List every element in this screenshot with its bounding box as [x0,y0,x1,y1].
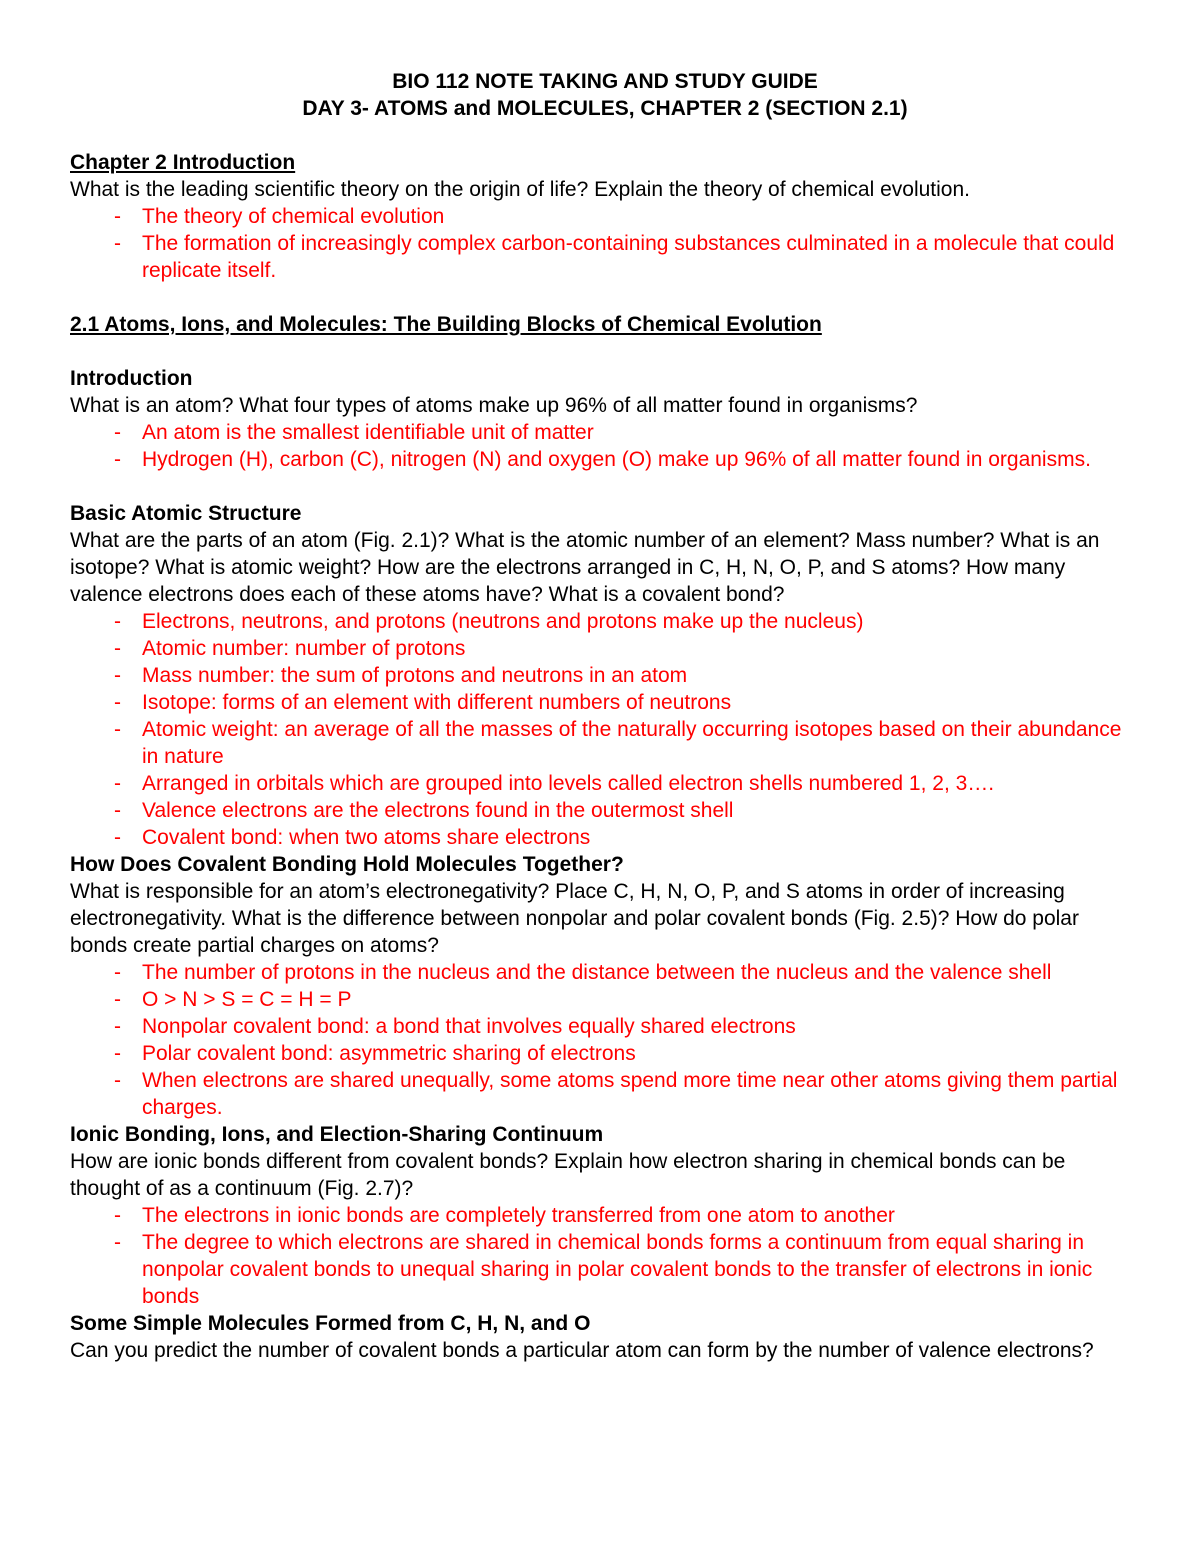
section-heading: 2.1 Atoms, Ions, and Molecules: The Building Blocks of Chemical Evolution [70,313,822,336]
ionic-heading: Ionic Bonding, Ions, and Election-Sharing Continuum [70,1123,604,1146]
answer-item: - The number of protons in the nucleus and the distance between the nucleus and the valence shell [114,961,1052,984]
introduction-heading: Introduction [70,367,193,390]
answer-item: - Atomic number: number of protons [114,637,466,660]
introduction-question: What is an atom? What four types of atoms make up 96% of all matter found in organisms? [70,394,918,417]
covalent-question: What is responsible for an atom’s electronegativity? Place C, H, N, O, P, and S atoms in order of increasing electronegativity. What is the difference between nonpolar and polar covalent bonds (Fig. 2.5)? How do polar bonds create partial charges on atoms? [70,880,1079,957]
answer-item: - The electrons in ionic bonds are completely transferred from one atom to another [114,1204,895,1227]
ionic-question: How are ionic bonds different from covalent bonds? Explain how electron sharing in chemical bonds can be thought of as a continuum (Fig. 2.7)? [70,1150,1066,1200]
document-page [70,68,1140,1364]
introduction-answers [70,419,1140,473]
answer-item: - Valence electrons are the electrons found in the outermost shell [114,799,734,822]
simple-molecules-question: Can you predict the number of covalent bonds a particular atom can form by the number of valence electrons? [70,1339,1094,1362]
answer-item: - Covalent bond: when two atoms share electrons [114,826,591,849]
answer-item: - When electrons are shared unequally, some atoms spend more time near other atoms giving them partial charges. [114,1069,1118,1119]
answer-item: - Atomic weight: an average of all the masses of the naturally occurring isotopes based on their abundance in nature [114,718,1122,768]
basic-structure-question: What are the parts of an atom (Fig. 2.1)? What is the atomic number of an element? Mass number? What is an isotope? What is atomic weight? How are the electrons arranged in C, H, N, O, P, and S atoms? How many valence electrons does each of these atoms have? What is a covalent bond? [70,529,1100,606]
answer-item: - An atom is the smallest identifiable unit of matter [114,421,594,444]
ionic-answers [70,1202,1140,1310]
answer-item: - Electrons, neutrons, and protons (neutrons and protons make up the nucleus) [114,610,864,633]
answer-item: - Polar covalent bond: asymmetric sharing of electrons [114,1042,636,1065]
simple-molecules-heading: Some Simple Molecules Formed from C, H, N, and O [70,1312,591,1335]
basic-structure-answers [70,608,1140,851]
answer-item: - Isotope: forms of an element with different numbers of neutrons [114,691,732,714]
chapter-intro-answers [70,203,1140,284]
answer-item: - Hydrogen (H), carbon (C), nitrogen (N) and oxygen (O) make up 96% of all matter found in organisms. [114,448,1091,471]
answer-item: - The theory of chemical evolution [114,205,445,228]
answer-item: - Nonpolar covalent bond: a bond that involves equally shared electrons [114,1015,796,1038]
covalent-heading: How Does Covalent Bonding Hold Molecules Together? [70,853,624,876]
answer-item: - The degree to which electrons are shared in chemical bonds forms a continuum from equal sharing in nonpolar covalent bonds to unequal sharing in polar covalent bonds to the transfer of electrons in ionic bonds [114,1231,1093,1308]
basic-structure-heading: Basic Atomic Structure [70,502,302,525]
answer-item: - Mass number: the sum of protons and neutrons in an atom [114,664,688,687]
doc-title-line-1: BIO 112 NOTE TAKING AND STUDY GUIDE [392,70,818,93]
answer-item: - O > N > S = C = H = P [114,988,352,1011]
answer-item: - Arranged in orbitals which are grouped into levels called electron shells numbered 1, 2, 3…. [114,772,995,795]
chapter-intro-heading: Chapter 2 Introduction [70,151,296,174]
covalent-answers [70,959,1140,1121]
chapter-intro-question: What is the leading scientific theory on the origin of life? Explain the theory of chemical evolution. [70,178,970,201]
doc-title-line-2: DAY 3- ATOMS and MOLECULES, CHAPTER 2 (SECTION 2.1) [302,97,908,120]
answer-item: - The formation of increasingly complex carbon-containing substances culminated in a molecule that could replicate itself. [114,232,1115,282]
